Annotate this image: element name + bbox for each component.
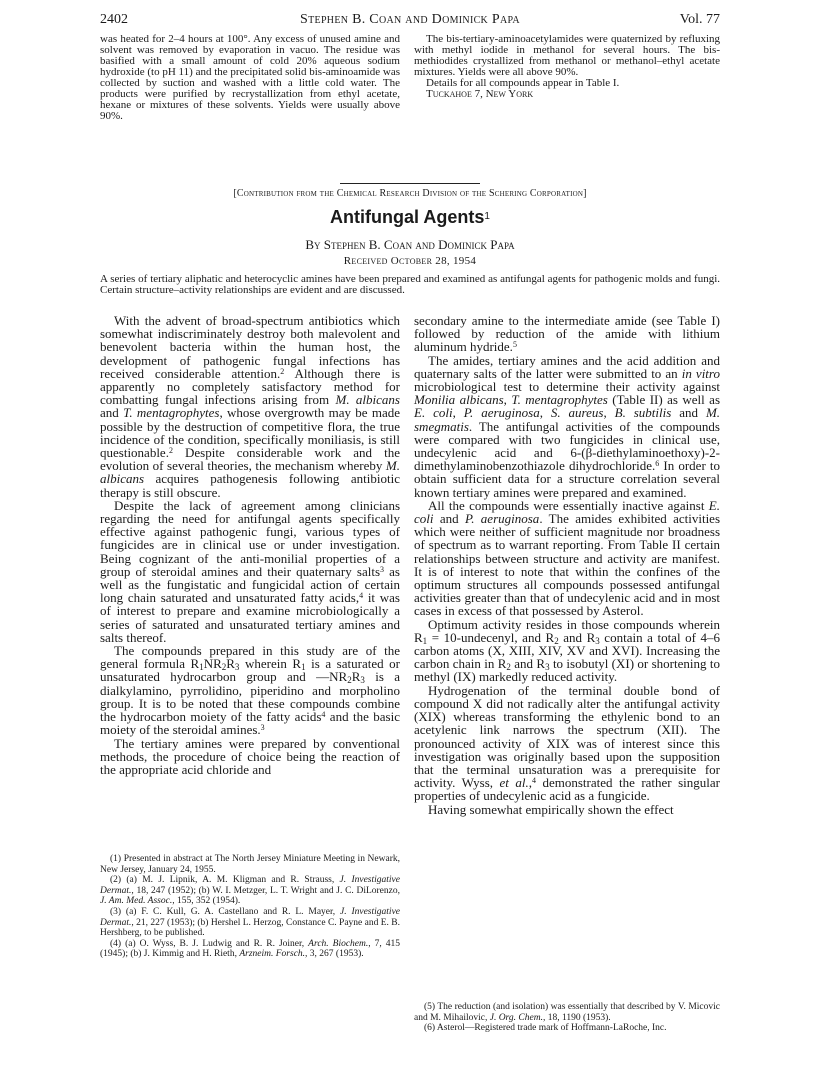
previous-article-paragraph: Details for all compounds appear in Table I.	[426, 77, 620, 89]
body-paragraph: The amides, tertiary amines and the acid addition and quaternary salts of the latter were submitted to an in vitro microbiological test to determine their activity against Monilia albicans, T. mentagrophytes (Table II) as well as E. coli, P. aeruginosa, S. aureus, B. subtilis and M. smegmatis. The antifungal activities of the compounds were compared with two fungicides in clinical use, undecylenic acid and 6-(β-diethylaminoethoxy)-2-dimethylaminobenzothiazole dihydrochloride.$^6$ In order to obtain sufficient data for a structure correlation several known tertiary amines were prepared and examined.	[414, 352, 721, 500]
body-paragraph: Having somewhat empirically shown the effect	[428, 801, 674, 817]
body-paragraph: Hydrogenation of the terminal double bond of compound X did not radically alter the antifungal activity (XIX) whereas transforming the ethylenic bond to an acetylenic link narrows the spectrum (XII). The pronounced activity of XIX was of interest since this investigation was originally based upon the supposition that the terminal unsaturation was a prerequisite for activity. Wyss, et al.,$^4$ demonstrated the rather singular properties of undecylenic acid as a fungicide.	[414, 682, 721, 804]
body-paragraph: The compounds prepared in this study are of the general formula $R_1NR_2R_3$ wherein $R_1$ is a saturated or unsaturated hydrocarbon group and $—NR_2R_3$ is a dialkylamino, pyrrolidino, piperidino and morpholino group. It is to be noted that these compounds combine the hydrocarbon moiety of the fatty acids$^4$ and the basic moiety of the steroidal amines.$^3$	[100, 643, 400, 738]
article-title	[100, 207, 720, 228]
previous-article-right-column	[414, 34, 720, 100]
page-number: 2402	[100, 12, 128, 27]
body-paragraph: secondary amine to the intermediate amide (see Table I) followed by reduction of the amide with lithium aluminum hydride.$^5$	[414, 313, 720, 355]
footnote: (5) The reduction (and isolation) was essentially that described by V. Micovic and M. Mihailovic, J. Org. Chem., 18, 1190 (1953).	[414, 1002, 720, 1023]
running-header	[100, 12, 720, 30]
section-divider	[340, 183, 480, 184]
footnote: (6) Asterol—Registered trade mark of Hoffmann-LaRoche, Inc.	[424, 1023, 667, 1034]
received-date: Received October 28, 1954	[343, 255, 477, 267]
article-title-text: Antifungal Agents	[330, 207, 485, 227]
body-paragraph: Optimum activity resides in those compounds wherein $R_1$ = 10-undecenyl, and $R_2$ and $R_3$ contain a total of 4–6 carbon atoms (X, XIII, XIV, XV and XVI). Increasing the carbon chain in $R_2$ and $R_3$ to isobutyl (XI) or shortening to methyl (IX) markedly reduced activity.	[414, 616, 721, 685]
byline: By Stephen B. Coan and Dominick Papa	[305, 237, 515, 252]
title-footnote-marker: 1	[484, 211, 490, 222]
footnotes-left	[100, 854, 400, 960]
footnote: (2) (a) M. J. Lipnik, A. M. Kligman and R. Strauss, J. Investigative Dermat., 18, 247 (1952); (b) W. I. Metzger, L. T. Wright and J. C. DiLorenzo, J. Am. Med. Assoc., 155, 352 (1954).	[100, 875, 400, 907]
body-paragraph: With the advent of broad-spectrum antibiotics which somewhat indiscriminately destroy both malevolent and benevolent bacteria within the human host, the development of pathogenic fungal infections has received considerable attention.$^2$ Although there is apparently no completely satisfactory method for combatting fungal infections arising from M. albicans and T. mentagrophytes, whose overgrowth may be made possible by the destruction of competitive flora, the true incidence of the condition, specifically moniliasis, is still questionable.$^2$ Despite considerable work and the evolution of several theories, the mechanism whereby M. albicans acquires pathogenesis following antibiotic therapy is still obscure.	[100, 313, 401, 500]
contribution-line: [Contribution from the Chemical Research Division of the Schering Corporation]	[233, 188, 587, 199]
body-paragraph: Despite the lack of agreement among clinicians regarding the need for antifungal agents specifically effective against pathogenic fungi, various types of fungicides are in clinical use or under investigation. Being cognizant of the anti-monilial properties of a group of steroidal amines and their quaternary salts$^3$ as well as the fungistatic and fungicidal action of certain long chain saturated and unsaturated fatty acids,$^4$ it was of interest to prepare and examine microbiologically a series of saturated and unsaturated tertiary amines and salts thereof.	[100, 497, 400, 645]
running-header-authors: Stephen B. Coan and Dominick Papa	[300, 12, 520, 27]
abstract: A series of tertiary aliphatic and heterocyclic amines have been prepared and examined as antifungal agents for pathogenic molds and fungi. Certain structure–activity relationships are evident and are discussed.	[100, 273, 720, 296]
footnotes-right	[414, 1002, 720, 1034]
previous-article-paragraph: was heated for 2–4 hours at 100°. Any excess of unused amine and solvent was removed by evaporation in vacuo. The residue was basified with a small amount of cold 20% aqueous sodium hydroxide (to pH 11) and the precipitated solid bis-aminoamide was collected by suction and washed with a little cold water. The products were purified by recrystallization from ethyl acetate, hexane or mixtures of these solvents. Yields were usually above 90%.	[100, 33, 400, 122]
footnote: (4) (a) O. Wyss, B. J. Ludwig and R. R. Joiner, Arch. Biochem., 7, 415 (1945); (b) J. Kimmig and H. Rieth, Arzneim. Forsch., 3, 267 (1953).	[100, 938, 400, 960]
right-body-column	[414, 314, 720, 816]
body-paragraph: All the compounds were essentially inactive against E. coli and P. aeruginosa. The amides exhibited activities which were neither of sufficient magnitude nor broadness of spectrum as to warrant reporting. From Table II certain relationships between structure and activity are manifest. It is of interest to note that within the confines of the optimum structures all compounds possessed antifungal activities greater than that of undecylenic acid and in most cases in excess of that possessed by Asterol.	[414, 497, 721, 619]
footnote: (3) (a) F. C. Kull, G. A. Castellano and R. L. Mayer, J. Investigative Dermat., 21, 227 (1953); (b) Hershel L. Herzog, Constance C. Payne and E. B. Hershberg, to be published.	[100, 906, 400, 939]
previous-article-paragraph: The bis-tertiary-aminoacetylamides were quaternized by refluxing with methyl iodide in methanol for several hours. The bis-methiodides crystallized from methanol or methanol–ethyl acetate mixtures. Yields were all above 90%.	[414, 33, 720, 78]
left-body-column	[100, 314, 400, 776]
body-paragraph: The tertiary amines were prepared by conventional methods, the procedure of choice being the reaction of the appropriate acid chloride and	[100, 735, 400, 777]
volume-label: Vol. 77	[679, 12, 720, 27]
footnote: (1) Presented in abstract at The North Jersey Miniature Meeting in Newark, New Jersey, January 24, 1955.	[100, 854, 400, 875]
previous-article-signature: Tuckahoe 7, New York	[426, 88, 534, 100]
previous-article-left-column	[100, 34, 400, 122]
